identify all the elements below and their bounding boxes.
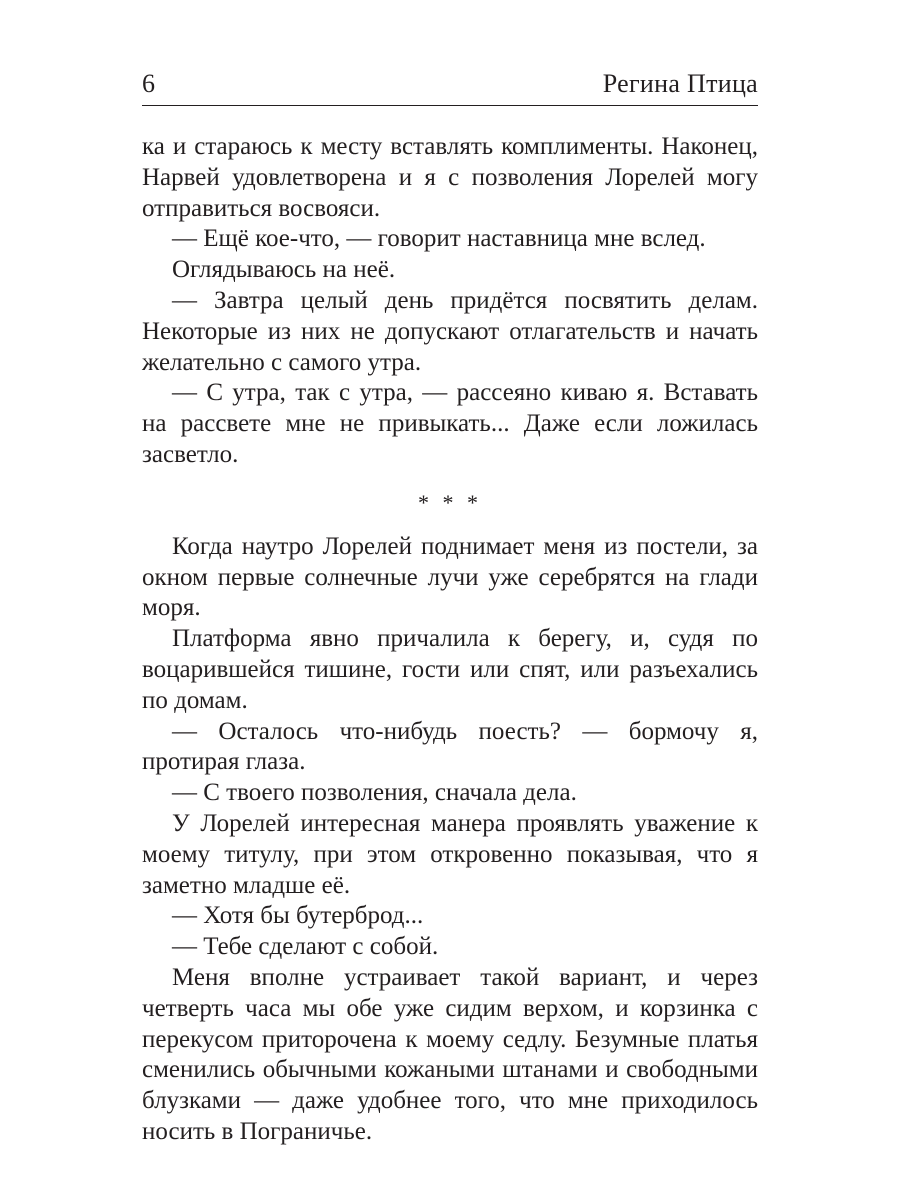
running-head: [142, 64, 758, 104]
paragraph: У Лорелей интересная манера проявлять уважение к моему титулу, при этом откровенно показывая, что я заметно младше её.: [142, 809, 758, 899]
paragraph: — Завтра целый день придётся посвятить делам. Некоторые из них не допускают отлагательств и начать желательно с самого утра.: [142, 286, 758, 376]
paragraph: — Ещё кое-что, — говорит наставница мне вслед.: [172, 225, 706, 253]
paragraph: — Тебе сделают с собой.: [172, 933, 439, 961]
header-rule: [142, 105, 758, 106]
paragraph: — Хотя бы бутерброд...: [172, 902, 424, 930]
paragraph: Платформа явно причалила к берегу, и, судя по воцарившейся тишине, гости или спят, или разъехались по домам.: [142, 625, 758, 714]
paragraph: ка и стараюсь к месту вставлять комплименты. Наконец, Нарвей удовлетворена и я с позволения Лорелей могу отправиться восвояси.: [142, 133, 758, 222]
paragraph: — С твоего позволения, сначала дела.: [172, 779, 577, 807]
body-text: [142, 132, 758, 1148]
paragraph: Когда наутро Лорелей поднимает меня из постели, за окном первые солнечные лучи уже серебрятся на глади моря.: [142, 532, 758, 622]
paragraph: — С утра, так с утра, — рассеяно киваю я. Вставать на рассвете мне не привыкать... Даже если ложилась засветло.: [142, 379, 758, 468]
page-number: 6: [142, 69, 155, 98]
section-separator: * * *: [418, 489, 482, 515]
paragraph: Меня вполне устраивает такой вариант, и через четверть часа мы обе уже сидим верхом, и корзинка с перекусом приторочена к моему седлу. Безумные платья сменились обычными кожаными штанами и свободными блузками — даже удобнее того, что мне приходилось носить в Пограничье.: [142, 963, 758, 1145]
book-page: [142, 0, 758, 1200]
header-author: Регина Птица: [602, 69, 758, 98]
paragraph: Оглядываюсь на неё.: [172, 256, 396, 284]
paragraph: — Осталось что-нибудь поесть? — бормочу я, протирая глаза.: [142, 717, 758, 776]
